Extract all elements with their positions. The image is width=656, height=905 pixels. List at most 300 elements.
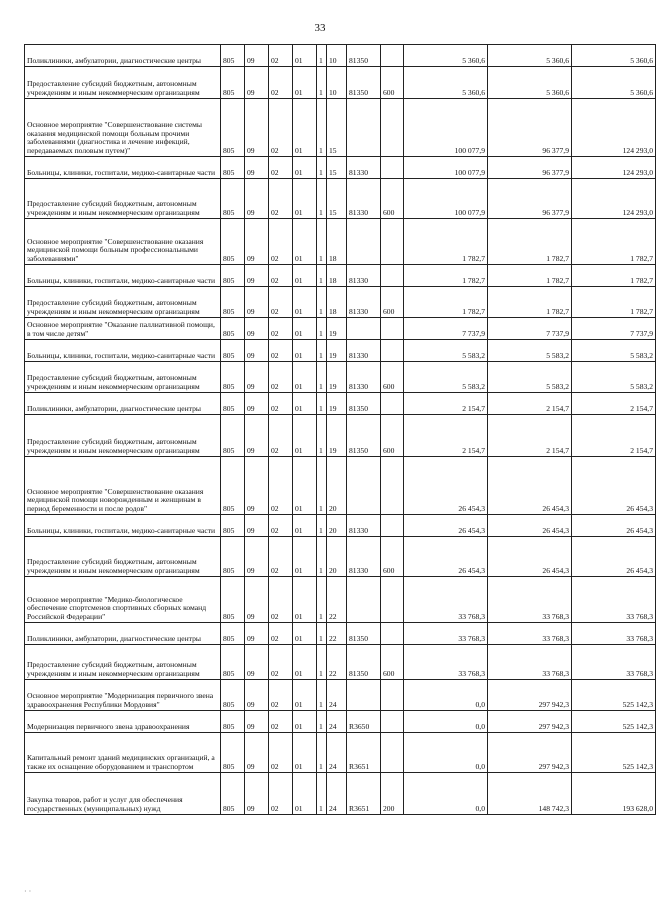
row-event-code: 18 [327, 287, 347, 318]
row-grbs-code: 805 [221, 645, 245, 680]
row-amount-year1: 0,0 [404, 680, 488, 711]
row-name: Предоставление субсидий бюджетным, автономным учреждениям и иным некоммерческим организациям [25, 415, 221, 457]
row-expense-type-code [381, 393, 404, 415]
row-event-code: 10 [327, 45, 347, 67]
row-subprogram-code: 1 [317, 287, 327, 318]
row-direction-code [347, 457, 381, 515]
row-amount-year3: 124 293,0 [572, 179, 656, 219]
row-event-code: 22 [327, 645, 347, 680]
row-amount-year1: 1 782,7 [404, 265, 488, 287]
row-direction-code: 81330 [347, 340, 381, 362]
row-amount-year3: 124 293,0 [572, 99, 656, 157]
row-subprogram-code: 1 [317, 711, 327, 733]
row-event-code: 24 [327, 711, 347, 733]
row-amount-year3: 5 360,6 [572, 45, 656, 67]
row-expense-type-code [381, 99, 404, 157]
row-subsection-code: 02 [269, 645, 293, 680]
table-row [25, 457, 656, 515]
row-direction-code [347, 680, 381, 711]
row-subsection-code: 02 [269, 287, 293, 318]
table-row [25, 711, 656, 733]
row-direction-code: 81330 [347, 537, 381, 577]
row-grbs-code: 805 [221, 67, 245, 99]
row-subprogram-code: 1 [317, 265, 327, 287]
row-section-code: 09 [245, 415, 269, 457]
row-section-code: 09 [245, 265, 269, 287]
row-expense-type-code: 600 [381, 537, 404, 577]
row-expense-type-code: 600 [381, 415, 404, 457]
table-row [25, 179, 656, 219]
row-program-code: 01 [293, 393, 317, 415]
row-amount-year2: 26 454,3 [488, 537, 572, 577]
row-subprogram-code: 1 [317, 733, 327, 773]
row-subsection-code: 02 [269, 179, 293, 219]
row-program-code: 01 [293, 67, 317, 99]
row-amount-year2: 96 377,9 [488, 99, 572, 157]
row-program-code: 01 [293, 457, 317, 515]
row-grbs-code: 805 [221, 265, 245, 287]
row-subsection-code: 02 [269, 773, 293, 815]
row-name: Больницы, клиники, госпитали, медико-санитарные части [25, 515, 221, 537]
row-section-code: 09 [245, 362, 269, 393]
row-section-code: 09 [245, 219, 269, 265]
row-subprogram-code: 1 [317, 773, 327, 815]
row-section-code: 09 [245, 287, 269, 318]
row-amount-year2: 297 942,3 [488, 711, 572, 733]
row-name: Поликлиники, амбулатории, диагностические центры [25, 393, 221, 415]
row-amount-year3: 1 782,7 [572, 287, 656, 318]
row-event-code: 19 [327, 415, 347, 457]
row-amount-year1: 0,0 [404, 733, 488, 773]
row-event-code: 18 [327, 219, 347, 265]
row-amount-year2: 96 377,9 [488, 157, 572, 179]
row-expense-type-code [381, 623, 404, 645]
row-amount-year2: 1 782,7 [488, 219, 572, 265]
row-event-code: 20 [327, 457, 347, 515]
table-row [25, 219, 656, 265]
row-subsection-code: 02 [269, 219, 293, 265]
row-subsection-code: 02 [269, 680, 293, 711]
row-section-code: 09 [245, 157, 269, 179]
table-row [25, 265, 656, 287]
row-amount-year1: 33 768,3 [404, 645, 488, 680]
row-direction-code [347, 219, 381, 265]
row-amount-year1: 5 360,6 [404, 67, 488, 99]
row-subprogram-code: 1 [317, 680, 327, 711]
row-grbs-code: 805 [221, 515, 245, 537]
row-subsection-code: 02 [269, 711, 293, 733]
row-program-code: 01 [293, 773, 317, 815]
row-subprogram-code: 1 [317, 457, 327, 515]
table-row [25, 67, 656, 99]
row-amount-year3: 33 768,3 [572, 645, 656, 680]
row-amount-year2: 96 377,9 [488, 179, 572, 219]
row-name: Предоставление субсидий бюджетным, автономным учреждениям и иным некоммерческим организациям [25, 537, 221, 577]
row-subprogram-code: 1 [317, 515, 327, 537]
row-name: Предоставление субсидий бюджетным, автономным учреждениям и иным некоммерческим организациям [25, 67, 221, 99]
row-direction-code [347, 99, 381, 157]
row-subprogram-code: 1 [317, 577, 327, 623]
row-direction-code: 81330 [347, 265, 381, 287]
table-row [25, 773, 656, 815]
row-amount-year2: 5 360,6 [488, 67, 572, 99]
row-subprogram-code: 1 [317, 45, 327, 67]
row-grbs-code: 805 [221, 179, 245, 219]
row-program-code: 01 [293, 577, 317, 623]
row-amount-year3: 1 782,7 [572, 219, 656, 265]
row-name: Основное мероприятие "Совершенствование оказания медицинской помощи больным профессиональными заболеваниями" [25, 219, 221, 265]
row-grbs-code: 805 [221, 680, 245, 711]
row-direction-code: 81330 [347, 287, 381, 318]
table-row [25, 287, 656, 318]
row-expense-type-code [381, 577, 404, 623]
row-event-code: 19 [327, 340, 347, 362]
row-subprogram-code: 1 [317, 415, 327, 457]
table-row [25, 537, 656, 577]
row-direction-code: 81350 [347, 415, 381, 457]
row-expense-type-code [381, 265, 404, 287]
row-program-code: 01 [293, 340, 317, 362]
page-number: 33 [314, 22, 326, 34]
row-event-code: 24 [327, 680, 347, 711]
row-program-code: 01 [293, 645, 317, 680]
row-name: Модернизация первичного звена здравоохранения [25, 711, 221, 733]
row-section-code: 09 [245, 457, 269, 515]
row-name: Капитальный ремонт зданий медицинских организаций, а также их оснащение оборудованием и транспортом [25, 733, 221, 773]
row-amount-year2: 5 360,6 [488, 45, 572, 67]
row-direction-code: R3651 [347, 733, 381, 773]
row-subprogram-code: 1 [317, 645, 327, 680]
row-name: Основное мероприятие "Модернизация первичного звена здравоохранения Республики Мордовия" [25, 680, 221, 711]
row-amount-year2: 26 454,3 [488, 457, 572, 515]
row-program-code: 01 [293, 515, 317, 537]
row-amount-year3: 33 768,3 [572, 623, 656, 645]
row-amount-year1: 1 782,7 [404, 287, 488, 318]
row-amount-year1: 1 782,7 [404, 219, 488, 265]
row-amount-year1: 26 454,3 [404, 537, 488, 577]
row-subprogram-code: 1 [317, 219, 327, 265]
row-grbs-code: 805 [221, 577, 245, 623]
row-grbs-code: 805 [221, 415, 245, 457]
row-expense-type-code [381, 318, 404, 340]
row-subsection-code: 02 [269, 733, 293, 773]
row-subprogram-code: 1 [317, 623, 327, 645]
row-direction-code: 81350 [347, 393, 381, 415]
row-expense-type-code [381, 711, 404, 733]
row-amount-year1: 2 154,7 [404, 415, 488, 457]
row-direction-code: 81330 [347, 515, 381, 537]
row-subsection-code: 02 [269, 67, 293, 99]
row-amount-year1: 5 583,2 [404, 340, 488, 362]
row-name: Предоставление субсидий бюджетным, автономным учреждениям и иным некоммерческим организациям [25, 287, 221, 318]
row-amount-year2: 297 942,3 [488, 733, 572, 773]
row-program-code: 01 [293, 711, 317, 733]
table-row [25, 733, 656, 773]
table-row [25, 45, 656, 67]
table-row [25, 362, 656, 393]
row-subprogram-code: 1 [317, 393, 327, 415]
row-grbs-code: 805 [221, 318, 245, 340]
row-direction-code [347, 577, 381, 623]
row-event-code: 20 [327, 515, 347, 537]
table-body [25, 45, 656, 815]
row-section-code: 09 [245, 537, 269, 577]
row-direction-code: 81350 [347, 645, 381, 680]
row-event-code: 15 [327, 157, 347, 179]
row-section-code: 09 [245, 773, 269, 815]
row-subprogram-code: 1 [317, 157, 327, 179]
row-subsection-code: 02 [269, 457, 293, 515]
row-subsection-code: 02 [269, 415, 293, 457]
row-program-code: 01 [293, 219, 317, 265]
row-event-code: 22 [327, 577, 347, 623]
row-amount-year2: 5 583,2 [488, 362, 572, 393]
row-subprogram-code: 1 [317, 362, 327, 393]
row-direction-code: 81330 [347, 157, 381, 179]
row-section-code: 09 [245, 67, 269, 99]
row-expense-type-code [381, 45, 404, 67]
row-program-code: 01 [293, 680, 317, 711]
row-section-code: 09 [245, 711, 269, 733]
row-direction-code: 81350 [347, 45, 381, 67]
row-amount-year3: 525 142,3 [572, 680, 656, 711]
row-name: Основное мероприятие "Совершенствование оказания медицинской помощи новорожденным и женщинам в период беременности и после родов" [25, 457, 221, 515]
row-amount-year3: 33 768,3 [572, 577, 656, 623]
row-amount-year1: 33 768,3 [404, 577, 488, 623]
row-subsection-code: 02 [269, 577, 293, 623]
row-subsection-code: 02 [269, 99, 293, 157]
row-section-code: 09 [245, 680, 269, 711]
table-row [25, 515, 656, 537]
row-amount-year1: 100 077,9 [404, 179, 488, 219]
row-expense-type-code [381, 457, 404, 515]
row-event-code: 24 [327, 773, 347, 815]
table-row [25, 157, 656, 179]
budget-table [24, 44, 656, 815]
row-amount-year3: 2 154,7 [572, 393, 656, 415]
row-name: Основное мероприятие "Оказание паллиативной помощи, в том числе детям" [25, 318, 221, 340]
row-name: Поликлиники, амбулатории, диагностические центры [25, 623, 221, 645]
row-amount-year3: 26 454,3 [572, 515, 656, 537]
row-subsection-code: 02 [269, 393, 293, 415]
row-subsection-code: 02 [269, 157, 293, 179]
table-row [25, 393, 656, 415]
row-grbs-code: 805 [221, 340, 245, 362]
row-name: Основное мероприятие "Медико-биологическое обеспечение спортсменов спортивных сборных команд Российской Федерации" [25, 577, 221, 623]
row-direction-code: 81330 [347, 179, 381, 219]
row-expense-type-code [381, 515, 404, 537]
row-name: Больницы, клиники, госпитали, медико-санитарные части [25, 340, 221, 362]
row-amount-year1: 0,0 [404, 711, 488, 733]
row-name: Поликлиники, амбулатории, диагностические центры [25, 45, 221, 67]
row-amount-year1: 26 454,3 [404, 515, 488, 537]
row-event-code: 19 [327, 393, 347, 415]
table-row [25, 623, 656, 645]
row-section-code: 09 [245, 179, 269, 219]
table-row [25, 645, 656, 680]
row-program-code: 01 [293, 623, 317, 645]
row-grbs-code: 805 [221, 393, 245, 415]
row-grbs-code: 805 [221, 711, 245, 733]
row-event-code: 19 [327, 362, 347, 393]
row-event-code: 15 [327, 99, 347, 157]
row-subsection-code: 02 [269, 537, 293, 577]
row-expense-type-code: 600 [381, 67, 404, 99]
row-section-code: 09 [245, 393, 269, 415]
row-section-code: 09 [245, 45, 269, 67]
row-expense-type-code: 200 [381, 773, 404, 815]
row-expense-type-code: 600 [381, 645, 404, 680]
row-event-code: 22 [327, 623, 347, 645]
row-program-code: 01 [293, 179, 317, 219]
row-grbs-code: 805 [221, 537, 245, 577]
row-name: Закупка товаров, работ и услуг для обеспечения государственных (муниципальных) нужд [25, 773, 221, 815]
row-grbs-code: 805 [221, 219, 245, 265]
row-grbs-code: 805 [221, 457, 245, 515]
row-program-code: 01 [293, 362, 317, 393]
table-row [25, 318, 656, 340]
row-program-code: 01 [293, 287, 317, 318]
row-expense-type-code [381, 733, 404, 773]
table-row [25, 577, 656, 623]
row-subprogram-code: 1 [317, 67, 327, 99]
row-grbs-code: 805 [221, 157, 245, 179]
row-amount-year3: 5 583,2 [572, 340, 656, 362]
row-event-code: 20 [327, 537, 347, 577]
row-amount-year3: 2 154,7 [572, 415, 656, 457]
row-amount-year1: 26 454,3 [404, 457, 488, 515]
row-event-code: 18 [327, 265, 347, 287]
row-direction-code [347, 318, 381, 340]
row-section-code: 09 [245, 577, 269, 623]
row-program-code: 01 [293, 157, 317, 179]
row-subprogram-code: 1 [317, 179, 327, 219]
row-expense-type-code: 600 [381, 287, 404, 318]
row-expense-type-code [381, 219, 404, 265]
row-grbs-code: 805 [221, 287, 245, 318]
row-amount-year2: 33 768,3 [488, 577, 572, 623]
row-name: Предоставление субсидий бюджетным, автономным учреждениям и иным некоммерческим организациям [25, 362, 221, 393]
row-subsection-code: 02 [269, 515, 293, 537]
row-amount-year3: 26 454,3 [572, 457, 656, 515]
row-expense-type-code [381, 340, 404, 362]
row-name: Предоставление субсидий бюджетным, автономным учреждениям и иным некоммерческим организациям [25, 645, 221, 680]
row-program-code: 01 [293, 733, 317, 773]
row-amount-year2: 5 583,2 [488, 340, 572, 362]
row-section-code: 09 [245, 733, 269, 773]
row-subsection-code: 02 [269, 340, 293, 362]
row-name: Больницы, клиники, госпитали, медико-санитарные части [25, 157, 221, 179]
row-amount-year1: 0,0 [404, 773, 488, 815]
row-amount-year1: 2 154,7 [404, 393, 488, 415]
row-event-code: 15 [327, 179, 347, 219]
row-expense-type-code: 600 [381, 362, 404, 393]
row-grbs-code: 805 [221, 362, 245, 393]
row-grbs-code: 805 [221, 99, 245, 157]
row-amount-year1: 5 583,2 [404, 362, 488, 393]
row-amount-year3: 26 454,3 [572, 537, 656, 577]
row-amount-year2: 7 737,9 [488, 318, 572, 340]
row-event-code: 24 [327, 733, 347, 773]
row-amount-year3: 7 737,9 [572, 318, 656, 340]
row-amount-year2: 2 154,7 [488, 415, 572, 457]
row-amount-year1: 7 737,9 [404, 318, 488, 340]
row-direction-code: 81330 [347, 362, 381, 393]
row-amount-year3: 5 583,2 [572, 362, 656, 393]
row-program-code: 01 [293, 265, 317, 287]
row-amount-year2: 33 768,3 [488, 645, 572, 680]
row-section-code: 09 [245, 340, 269, 362]
row-amount-year3: 525 142,3 [572, 711, 656, 733]
row-amount-year2: 297 942,3 [488, 680, 572, 711]
row-direction-code: R3650 [347, 711, 381, 733]
row-amount-year3: 1 782,7 [572, 265, 656, 287]
row-amount-year3: 124 293,0 [572, 157, 656, 179]
row-amount-year2: 1 782,7 [488, 265, 572, 287]
row-amount-year2: 26 454,3 [488, 515, 572, 537]
row-program-code: 01 [293, 318, 317, 340]
page-bottom-mark: · · [24, 887, 32, 896]
row-subprogram-code: 1 [317, 99, 327, 157]
row-grbs-code: 805 [221, 45, 245, 67]
row-direction-code: 81350 [347, 623, 381, 645]
table-row [25, 340, 656, 362]
row-section-code: 09 [245, 623, 269, 645]
row-subprogram-code: 1 [317, 318, 327, 340]
table-row [25, 415, 656, 457]
row-name: Основное мероприятие "Совершенствование системы оказания медицинской помощи больным прочими заболеваниями (диагностика и лечение инфекций, передаваемых половым путем)" [25, 99, 221, 157]
row-expense-type-code: 600 [381, 179, 404, 219]
row-amount-year1: 100 077,9 [404, 99, 488, 157]
row-name: Больницы, клиники, госпитали, медико-санитарные части [25, 265, 221, 287]
row-subsection-code: 02 [269, 362, 293, 393]
row-amount-year2: 2 154,7 [488, 393, 572, 415]
row-section-code: 09 [245, 645, 269, 680]
row-section-code: 09 [245, 515, 269, 537]
row-subprogram-code: 1 [317, 340, 327, 362]
row-amount-year1: 33 768,3 [404, 623, 488, 645]
row-program-code: 01 [293, 99, 317, 157]
row-direction-code: R3651 [347, 773, 381, 815]
row-name: Предоставление субсидий бюджетным, автономным учреждениям и иным некоммерческим организациям [25, 179, 221, 219]
row-direction-code: 81350 [347, 67, 381, 99]
row-grbs-code: 805 [221, 773, 245, 815]
table-row [25, 680, 656, 711]
row-subsection-code: 02 [269, 45, 293, 67]
row-amount-year1: 5 360,6 [404, 45, 488, 67]
row-event-code: 10 [327, 67, 347, 99]
row-event-code: 19 [327, 318, 347, 340]
row-section-code: 09 [245, 99, 269, 157]
row-amount-year2: 148 742,3 [488, 773, 572, 815]
row-amount-year3: 193 628,0 [572, 773, 656, 815]
row-subsection-code: 02 [269, 265, 293, 287]
row-section-code: 09 [245, 318, 269, 340]
row-program-code: 01 [293, 45, 317, 67]
row-expense-type-code [381, 157, 404, 179]
row-expense-type-code [381, 680, 404, 711]
row-amount-year3: 5 360,6 [572, 67, 656, 99]
table-row [25, 99, 656, 157]
row-amount-year2: 33 768,3 [488, 623, 572, 645]
row-subprogram-code: 1 [317, 537, 327, 577]
row-grbs-code: 805 [221, 623, 245, 645]
row-amount-year2: 1 782,7 [488, 287, 572, 318]
row-subsection-code: 02 [269, 318, 293, 340]
row-program-code: 01 [293, 415, 317, 457]
row-subsection-code: 02 [269, 623, 293, 645]
row-amount-year1: 100 077,9 [404, 157, 488, 179]
